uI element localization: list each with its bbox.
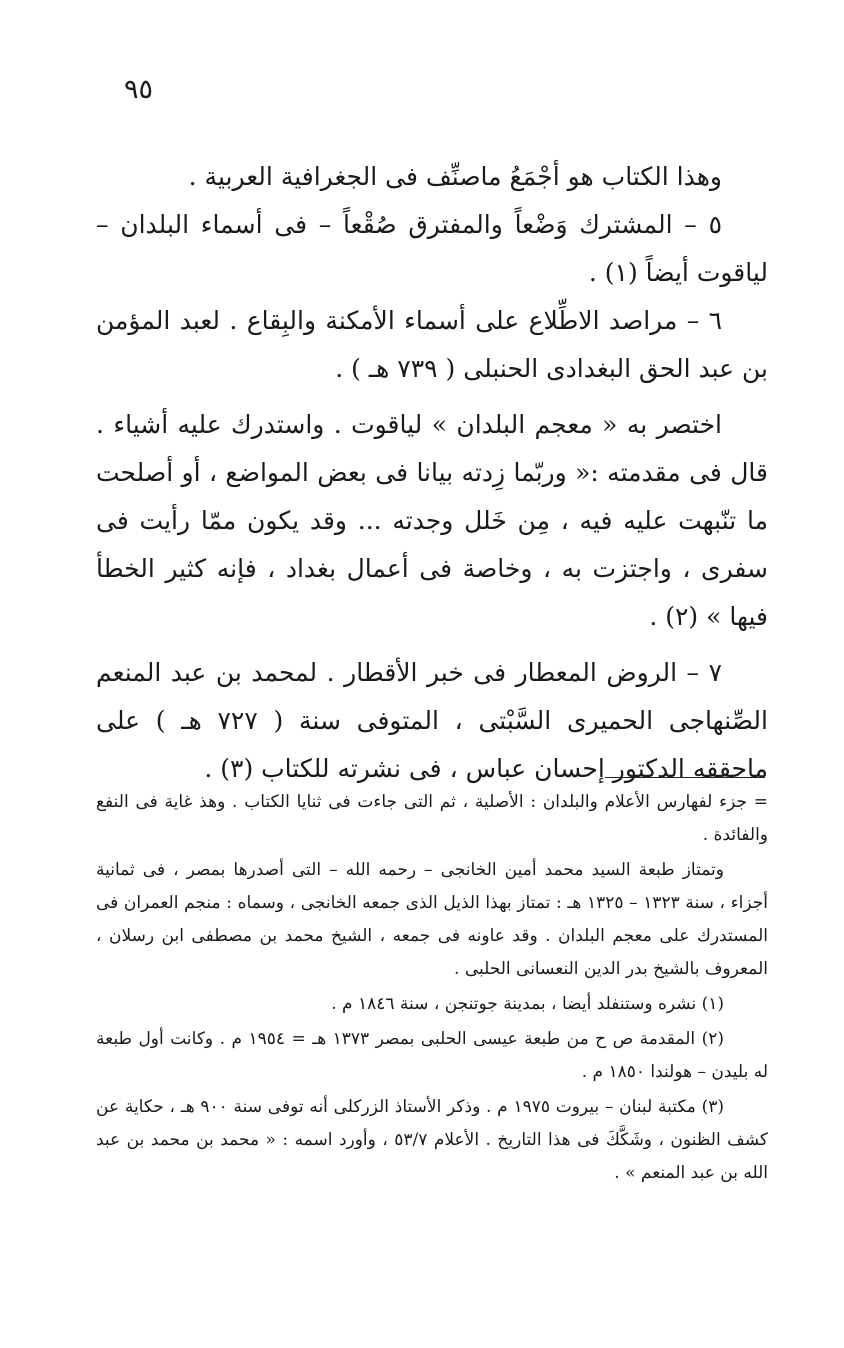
paragraph-item-7: ٧ – الروض المعطار فى خبر الأقطار . لمحمد بن عبد المنعم الصِّنهاجى الحميرى السَّبْتى ، المتوفى سنة ( ٧٢٧ هـ ) على ماحققه الدكتور إحسان عباس ، فى نشرته للكتاب (٣) . xyxy=(96,658,768,783)
paragraph-item-6: ٦ – مراصد الاطِّلاع على أسماء الأمكنة والبِقاع . لعبد المؤمن بن عبد الحق البغدادى الحنبلى ( ٧٣٩ هـ ) . xyxy=(96,306,768,383)
footnote-1: (١) نشره وستنفلد أيضا ، بمدينة جوتنجن ، سنة ١٨٤٦ م . xyxy=(331,994,724,1014)
footnote-separator xyxy=(605,777,765,778)
main-text xyxy=(96,153,768,793)
paragraph-intro: وهذا الكتاب هو أجْمَعُ ماصنِّف فى الجغرافية العربية . xyxy=(188,162,722,191)
paragraph-item-5: ٥ – المشترك وَضْعاً والمفترق صُقْعاً – فى أسماء البلدان – لياقوت أيضاً (١) . xyxy=(96,210,768,287)
paragraph-abridgement: اختصر به « معجم البلدان » لياقوت . واستدرك عليه أشياء . قال فى مقدمته :« وربّما زِدته بيانا فى بعض المواضع ، أو أصلحت ما تنّبهت عليه فيه ، مِن خَلل وجدته ... وقد يكون ممّا رأيت فى سفرى ، واجتزت به ، وخاصة فى أعمال بغداد ، فإنه كثير الخطأ فيها » (٢) . xyxy=(96,410,768,631)
page-number: ٩٥ xyxy=(124,74,154,105)
footnote-3: (٣) مكتبة لبنان – بيروت ١٩٧٥ م . وذكر الأستاذ الزركلى أنه توفى سنة ٩٠٠ هـ ، حكاية عن كشف الظنون ، وشَكَّكَ فى هذا التاريخ . الأعلام ٥٣/٧ ، وأورد اسمه : « محمد بن محمد بن عبد الله بن عبد المنعم » . xyxy=(96,1097,768,1183)
footnotes xyxy=(96,786,768,1192)
footnote-continuation: = جزء لفهارس الأعلام والبلدان : الأصلية ، ثم التى جاءت فى ثنايا الكتاب . وهذ غاية فى النفع والفائدة . xyxy=(96,792,768,845)
footnote-khanji-edition: وتمتاز طبعة السيد محمد أمين الخانجى – رحمه الله – التى أصدرها بمصر ، فى ثمانية أجزاء ، سنة ١٣٢٣ – ١٣٢٥ هـ : تمتاز بهذا الذيل الذى جمعه الخانجى ، وسماه : منجم العمران فى المستدرك على معجم البلدان . وقد عاونه فى جمعه ، الشيخ محمد بن مصطفى ابن رسلان ، المعروف بالشيخ بدر الدين النعسانى الحلبى . xyxy=(96,860,769,979)
footnote-2: (٢) المقدمة ص ح من طبعة عيسى الحلبى بمصر ١٣٧٣ هـ = ١٩٥٤ م . وكانت أول طبعة له بليدن – هولندا ١٨٥٠ م . xyxy=(96,1029,768,1082)
